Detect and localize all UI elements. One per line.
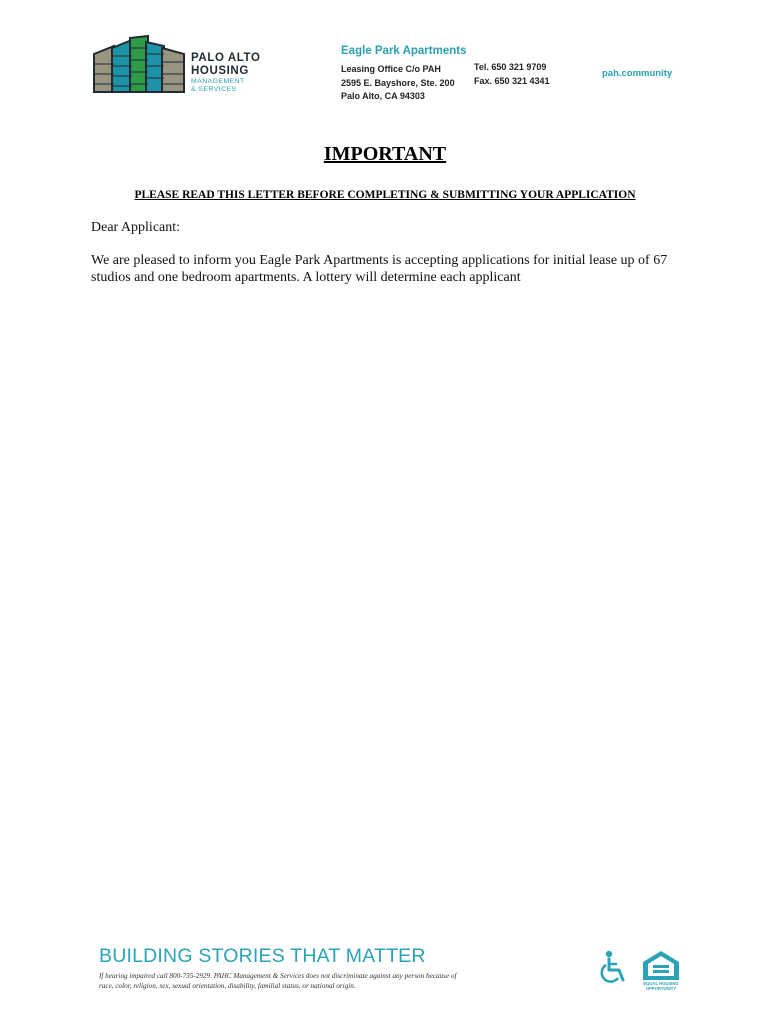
website-link[interactable]: pah.community xyxy=(602,68,673,79)
page-title: IMPORTANT xyxy=(323,143,447,165)
office-address xyxy=(341,63,455,104)
letter-body: We are pleased to inform you Eagle Park Apartments is accepting applications for initial lease up of 67 studios and one bedroom apartments. A lottery will determine each applicant xyxy=(91,253,668,285)
property-name: Eagle Park Apartments xyxy=(341,45,467,57)
contact-info xyxy=(474,61,550,88)
brand-line-2: HOUSING xyxy=(191,65,249,77)
brand-line-3: MANAGEMENT xyxy=(191,78,245,85)
salutation: Dear Applicant: xyxy=(91,220,181,235)
eho-text-line-1: EQUAL HOUSING xyxy=(643,981,679,986)
footer-tagline: BUILDING STORIES THAT MATTER xyxy=(99,945,426,967)
brand-line-1: PALO ALTO xyxy=(191,52,261,64)
phone-number: Tel. 650 321 9709 xyxy=(474,62,547,72)
address-line-3: Palo Alto, CA 94303 xyxy=(341,91,425,101)
wheelchair-accessible-icon xyxy=(599,950,629,986)
address-line-2: 2595 E. Bayshore, Ste. 200 xyxy=(341,77,455,88)
logo-buildings-icon xyxy=(94,36,184,92)
equal-housing-opportunity-icon xyxy=(639,950,683,992)
address-line-1: Leasing Office C/o PAH xyxy=(341,64,441,74)
brand-line-4: & SERVICES xyxy=(191,86,237,93)
brand-wordmark xyxy=(191,52,261,94)
page-subtitle: PLEASE READ THIS LETTER BEFORE COMPLETING & SUBMITTING YOUR APPLICATION xyxy=(134,189,636,201)
footer-disclaimer: If hearing impaired call 800-735-2929. PAHC Management & Services does not discriminate against any person because of race, color, religion, sex, sexual orientation, disability, familial status, or national origin. xyxy=(99,972,457,990)
fax-number: Fax. 650 321 4341 xyxy=(474,75,550,86)
eho-text-line-2: OPPORTUNITY xyxy=(645,986,677,991)
